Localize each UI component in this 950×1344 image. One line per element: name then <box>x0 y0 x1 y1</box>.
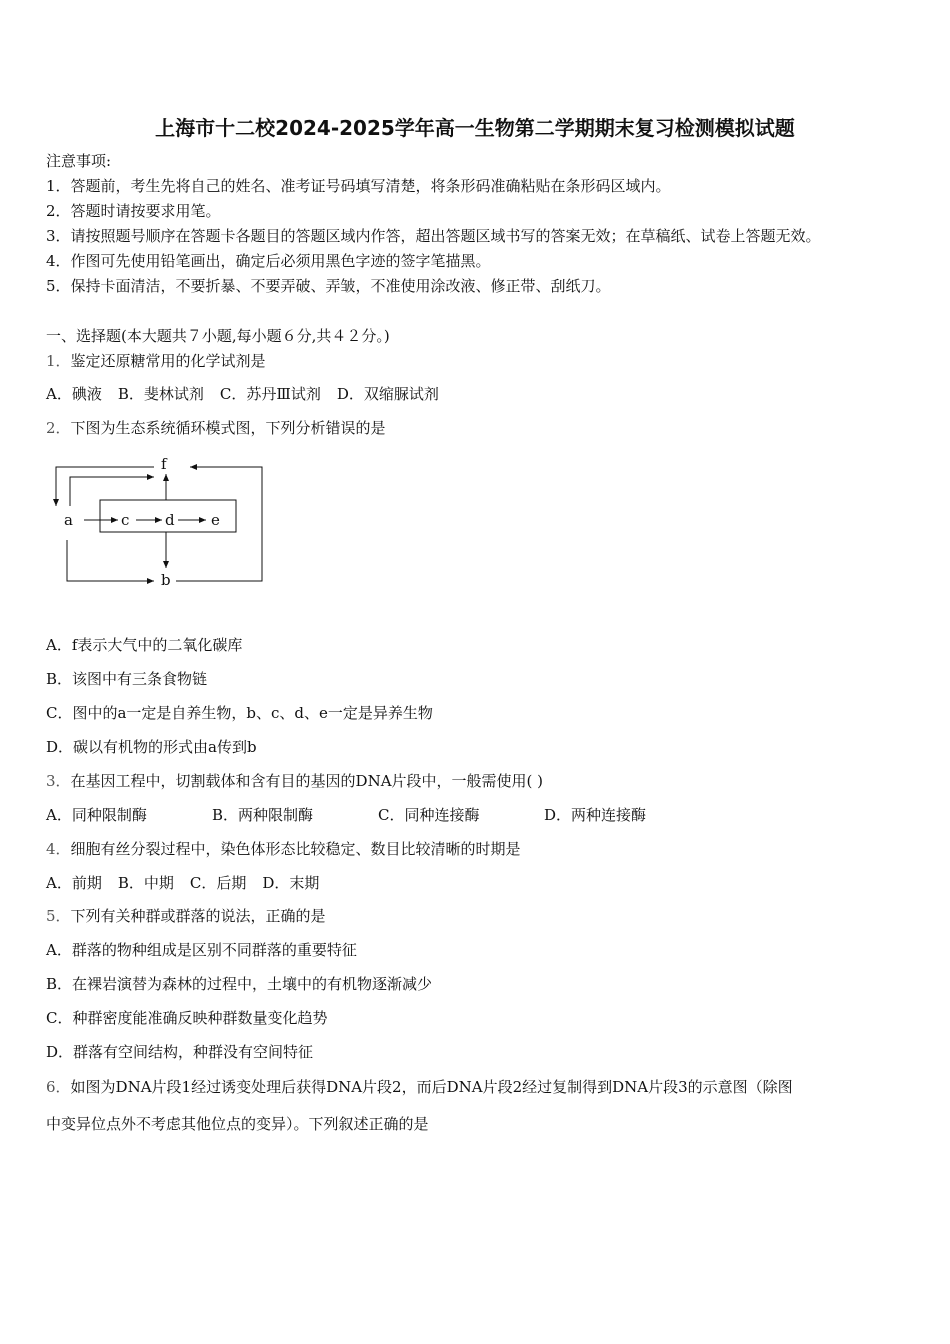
notice-heading: 注意事项: <box>46 152 112 170</box>
option-d: D．群落有空间结构，种群没有空间特征 <box>46 1043 314 1061</box>
notice-item: 1．答题前，考生先将自己的姓名、准考证号码填写清楚，将条形码准确粘贴在条形码区域内。 <box>46 177 671 195</box>
question-stem: 鉴定还原糖常用的化学试剂是 <box>70 352 266 370</box>
question-2 <box>46 418 386 438</box>
option-c: C．图中的a一定是自养生物，b、c、d、e一定是异养生物 <box>46 704 433 722</box>
option-c: C．苏丹Ⅲ试剂 <box>219 385 321 403</box>
notice-item: 3．请按照题号顺序在答题卡各题目的答题区域内作答，超出答题区域书写的答案无效；在草稿纸、试卷上答题无效。 <box>46 227 821 245</box>
option-b: B．两种限制酶 <box>212 806 314 824</box>
option-d: D．末期 <box>262 874 320 892</box>
question-number: 6． <box>46 1078 71 1096</box>
question-6-stem-continued: 中变异位点外不考虑其他位点的变异）。下列叙述正确的是 <box>46 1115 429 1133</box>
node-e: e <box>211 511 220 529</box>
option-a: A．前期 <box>46 874 102 892</box>
question-number: 4． <box>46 840 71 858</box>
question-stem: 如图为DNA片段1经过诱变处理后获得DNA片段2，而后DNA片段2经过复制得到DNA片段3的示意图（除图 <box>70 1078 793 1096</box>
question-4 <box>46 839 521 859</box>
question-number: 3． <box>46 772 71 790</box>
question-number: 2． <box>46 419 71 437</box>
option-d: D．双缩脲试剂 <box>336 385 439 403</box>
arrow-a-b <box>67 540 154 581</box>
question-5 <box>46 906 326 926</box>
node-f: f <box>161 455 167 473</box>
question-stem: 下列有关种群或群落的说法，正确的是 <box>70 907 326 925</box>
option-b: B．在裸岩演替为森林的过程中，土壤中的有机物逐渐减少 <box>46 975 433 993</box>
node-b: b <box>161 571 171 589</box>
question-4-options <box>46 873 319 893</box>
notice-item: 5．保持卡面清洁，不要折暴、不要弄破、弄皱，不准使用涂改液、修正带、刮纸刀。 <box>46 277 611 295</box>
node-d: d <box>165 511 175 529</box>
option-a: A．f表示大气中的二氧化碳库 <box>46 636 243 654</box>
question-1 <box>46 351 266 371</box>
node-c: c <box>121 511 130 529</box>
question-3 <box>46 771 543 791</box>
option-d: D．两种连接酶 <box>544 806 647 824</box>
question-stem: 细胞有丝分裂过程中，染色体形态比较稳定、数目比较清晰的时期是 <box>70 840 521 858</box>
option-a: A．同种限制酶 <box>46 806 147 824</box>
question-3-options <box>46 805 646 825</box>
section-heading: 一、选择题(本大题共７小题,每小题６分,共４２分。) <box>46 327 390 345</box>
option-c: C．后期 <box>189 874 247 892</box>
option-a: A．群落的物种组成是区别不同群落的重要特征 <box>46 941 357 959</box>
question-number: 5． <box>46 907 71 925</box>
option-b: B．中期 <box>117 874 174 892</box>
question-number: 1． <box>46 352 71 370</box>
option-b: B．斐林试剂 <box>117 385 204 403</box>
page-title: 上海市十二校2024-2025学年高一生物第二学期期末复习检测模拟试题 <box>155 116 795 140</box>
notice-item: 4．作图可先使用铅笔画出，确定后必须用黑色字迹的签字笔描黑。 <box>46 252 491 270</box>
question-stem: 在基因工程中，切割载体和含有目的基因的DNA片段中，一般需使用( ) <box>70 772 544 790</box>
notice-item: 2．答题时请按要求用笔。 <box>46 202 221 220</box>
option-c: C．种群密度能准确反映种群数量变化趋势 <box>46 1009 328 1027</box>
question-6 <box>46 1077 793 1097</box>
arrow-a-f <box>70 477 154 506</box>
option-a: A．碘液 <box>46 385 102 403</box>
node-a: a <box>64 511 73 529</box>
option-d: D．碳以有机物的形式由a传到b <box>46 738 257 756</box>
question-stem: 下图为生态系统循环模式图，下列分析错误的是 <box>70 419 386 437</box>
option-c: C．同种连接酶 <box>378 806 480 824</box>
question-1-options <box>46 384 439 404</box>
option-b: B．该图中有三条食物链 <box>46 670 208 688</box>
ecosystem-cycle-diagram <box>50 450 275 595</box>
